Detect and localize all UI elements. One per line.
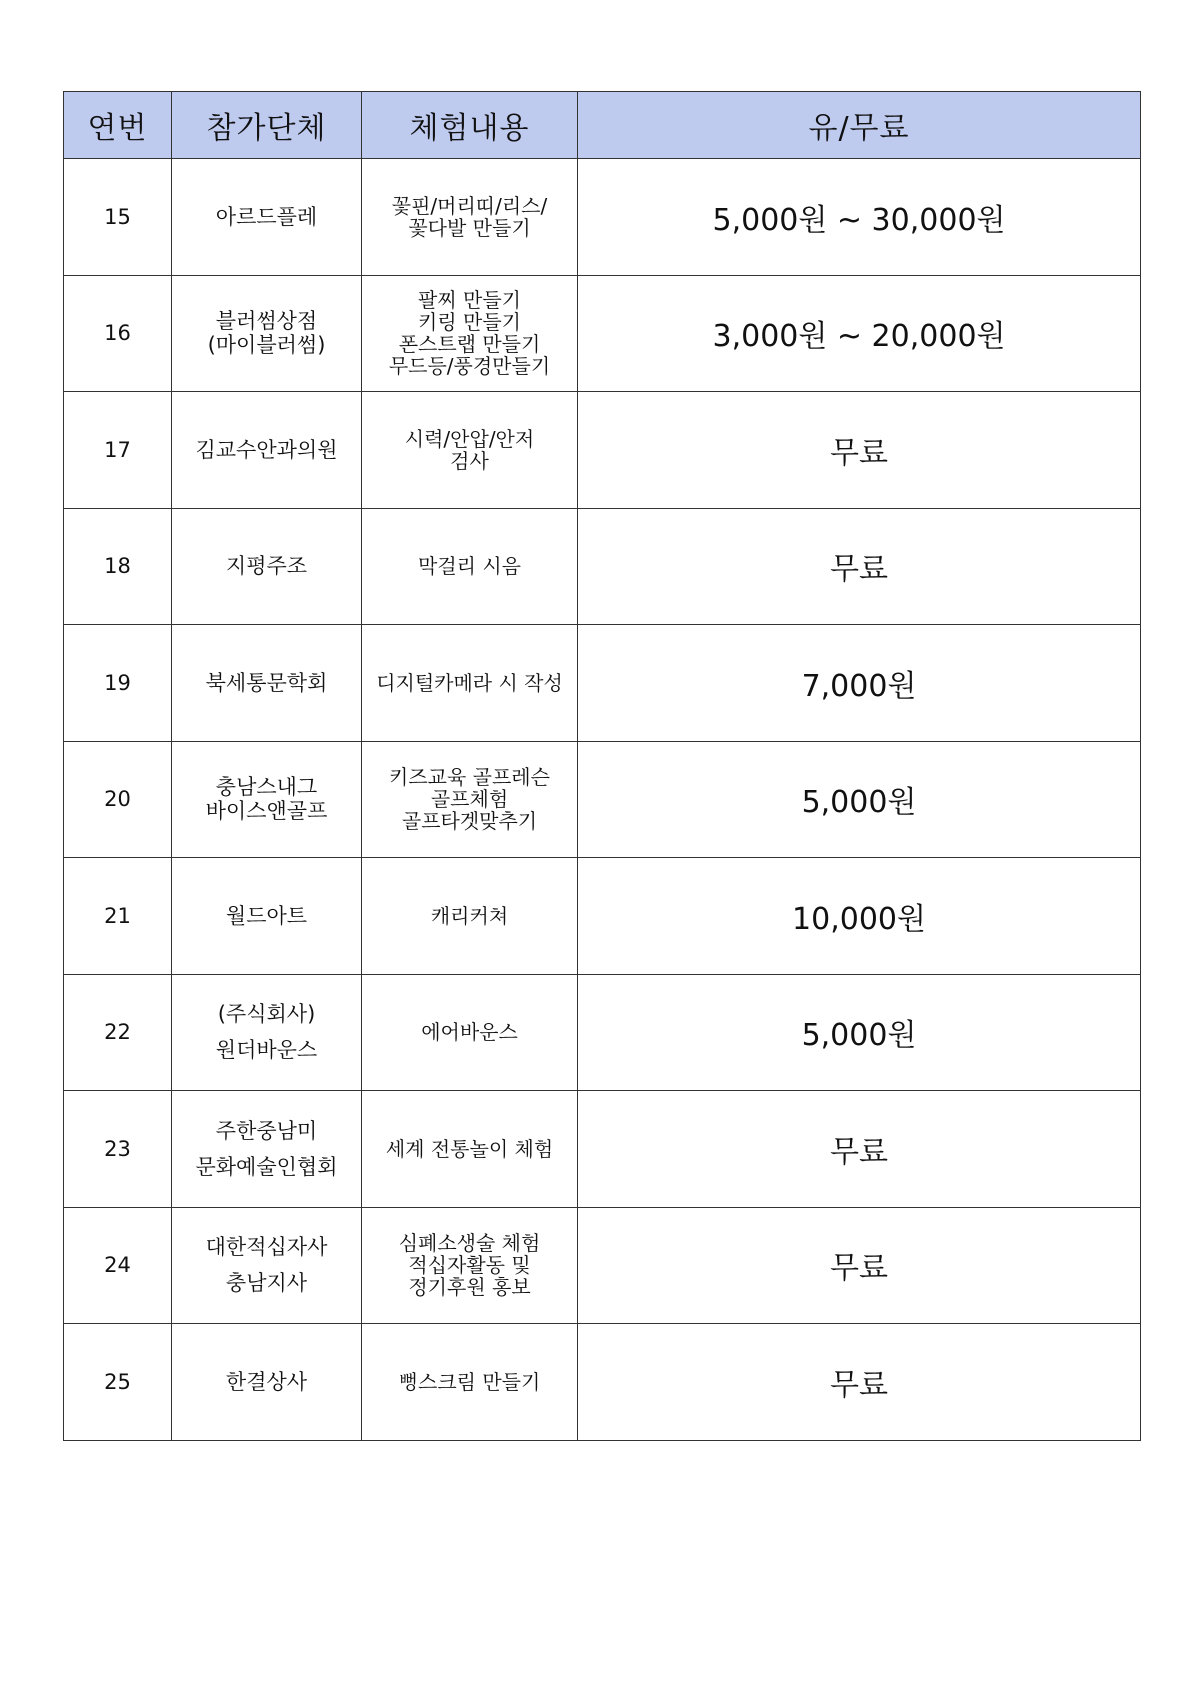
participants-table [63, 91, 1141, 1441]
organization-name: 대한적십자사 충남지사 [172, 1207, 362, 1324]
organization-name: 아르드플레 [172, 159, 362, 276]
table-row [64, 159, 1141, 276]
organization-name: 한결상사 [172, 1324, 362, 1441]
fee-value: 5,000원 ~ 30,000원 [578, 159, 1141, 276]
header-fee: 유/무료 [578, 92, 1141, 159]
table-row [64, 741, 1141, 858]
activity-description: 뻥스크림 만들기 [362, 1324, 578, 1441]
header-row [64, 92, 1141, 159]
organization-name: (주식회사) 원더바운스 [172, 974, 362, 1091]
activity-description: 에어바운스 [362, 974, 578, 1091]
fee-value: 5,000원 [578, 974, 1141, 1091]
row-number: 16 [64, 275, 172, 392]
fee-value: 무료 [578, 1207, 1141, 1324]
table-row [64, 1091, 1141, 1208]
fee-value: 10,000원 [578, 858, 1141, 975]
header-activity: 체험내용 [362, 92, 578, 159]
table-row [64, 1207, 1141, 1324]
activity-description: 세계 전통놀이 체험 [362, 1091, 578, 1208]
organization-name: 김교수안과의원 [172, 392, 362, 509]
fee-value: 무료 [578, 1324, 1141, 1441]
fee-value: 무료 [578, 1091, 1141, 1208]
table-header [64, 92, 1141, 159]
table-row [64, 275, 1141, 392]
row-number: 19 [64, 625, 172, 742]
organization-name: 블러썸상점 (마이블러썸) [172, 275, 362, 392]
row-number: 17 [64, 392, 172, 509]
row-number: 25 [64, 1324, 172, 1441]
row-number: 15 [64, 159, 172, 276]
activity-description: 꽃핀/머리띠/리스/ 꽃다발 만들기 [362, 159, 578, 276]
row-number: 22 [64, 974, 172, 1091]
row-number: 21 [64, 858, 172, 975]
row-number: 23 [64, 1091, 172, 1208]
activity-description: 디지털카메라 시 작성 [362, 625, 578, 742]
fee-value: 7,000원 [578, 625, 1141, 742]
row-number: 24 [64, 1207, 172, 1324]
activity-description: 막걸리 시음 [362, 508, 578, 625]
fee-value: 5,000원 [578, 741, 1141, 858]
organization-name: 월드아트 [172, 858, 362, 975]
organization-name: 북세통문학회 [172, 625, 362, 742]
activity-description: 팔찌 만들기 키링 만들기 폰스트랩 만들기 무드등/풍경만들기 [362, 275, 578, 392]
table-row [64, 1324, 1141, 1441]
table-row [64, 625, 1141, 742]
organization-name: 지평주조 [172, 508, 362, 625]
header-org: 참가단체 [172, 92, 362, 159]
table-row [64, 392, 1141, 509]
organization-name: 충남스내그 바이스앤골프 [172, 741, 362, 858]
row-number: 18 [64, 508, 172, 625]
activity-description: 캐리커쳐 [362, 858, 578, 975]
activity-description: 심폐소생술 체험 적십자활동 및 정기후원 홍보 [362, 1207, 578, 1324]
organization-name: 주한중남미 문화예술인협회 [172, 1091, 362, 1208]
table-row [64, 508, 1141, 625]
row-number: 20 [64, 741, 172, 858]
activity-description: 키즈교육 골프레슨 골프체험 골프타겟맞추기 [362, 741, 578, 858]
header-no: 연번 [64, 92, 172, 159]
table-row [64, 858, 1141, 975]
activity-description: 시력/안압/안저 검사 [362, 392, 578, 509]
fee-value: 무료 [578, 392, 1141, 509]
table-body [64, 159, 1141, 1441]
fee-value: 3,000원 ~ 20,000원 [578, 275, 1141, 392]
table-row [64, 974, 1141, 1091]
fee-value: 무료 [578, 508, 1141, 625]
